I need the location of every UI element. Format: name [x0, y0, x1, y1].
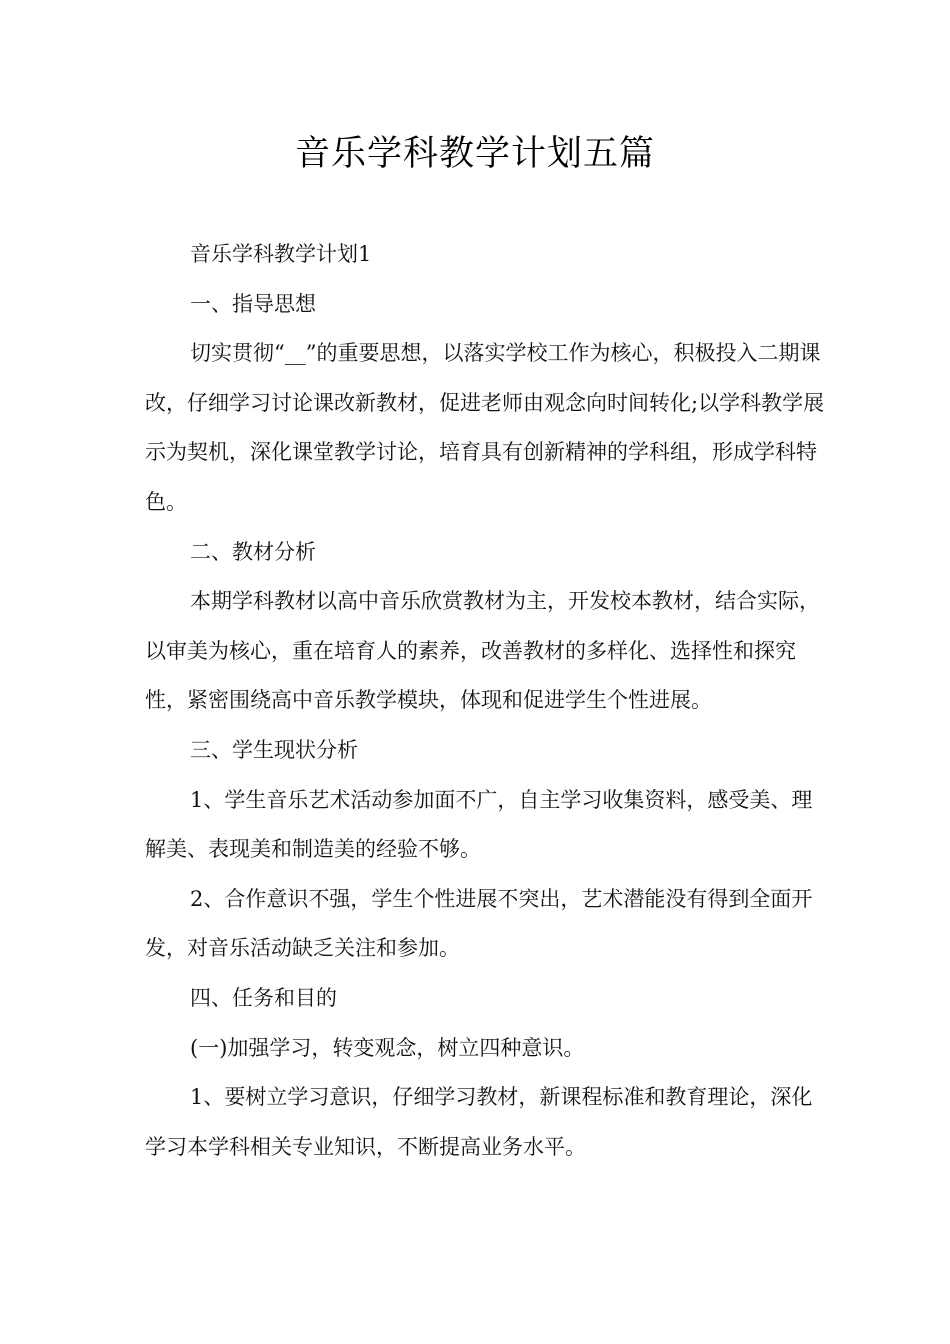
paragraph-student-analysis-1: 1、学生音乐艺术活动参加面不广，自主学习收集资料，感受美、理解美、表现美和制造美的经验不够。 [145, 787, 813, 862]
paragraph-student-analysis-2: 2、合作意识不强，学生个性进展不突出，艺术潜能没有得到全面开发，对音乐活动缺乏关注和参加。 [145, 886, 813, 961]
paragraph-guiding-ideology: 切实贯彻“__”的重要思想，以落实学校工作为核心，积极投入二期课改，仔细学习讨论课改新教材，促进老师由观念向时间转化;以学科教学展示为契机，深化课堂教学讨论，培育具有创新精神的学科组，形成学科特色。 [145, 341, 825, 514]
paragraph-textbook-analysis: 本期学科教材以高中音乐欣赏教材为主，开发校本教材，结合实际，以审美为核心，重在培育人的素养，改善教材的多样化、选择性和探究性，紧密围绕高中音乐教学模块，体现和促进学生个性进展。 [145, 589, 820, 713]
subheading-strengthen-learning: (一)加强学习，转变观念，树立四种意识。 [190, 1035, 585, 1060]
section-heading-textbook-analysis: 二、教材分析 [190, 539, 316, 564]
document-title: 音乐学科教学计划五篇 [294, 134, 655, 174]
section-heading-tasks-and-goals: 四、任务和目的 [190, 985, 337, 1010]
document-body [145, 230, 825, 1172]
section-heading-plan-1: 音乐学科教学计划1 [190, 242, 372, 266]
section-heading-student-analysis: 三、学生现状分析 [190, 737, 358, 762]
paragraph-learning-awareness: 1、要树立学习意识，仔细学习教材，新课程标准和教育理论，深化学习本学科相关专业知识，不断提高业务水平。 [145, 1085, 813, 1159]
section-heading-guiding-ideology: 一、指导思想 [190, 291, 316, 316]
